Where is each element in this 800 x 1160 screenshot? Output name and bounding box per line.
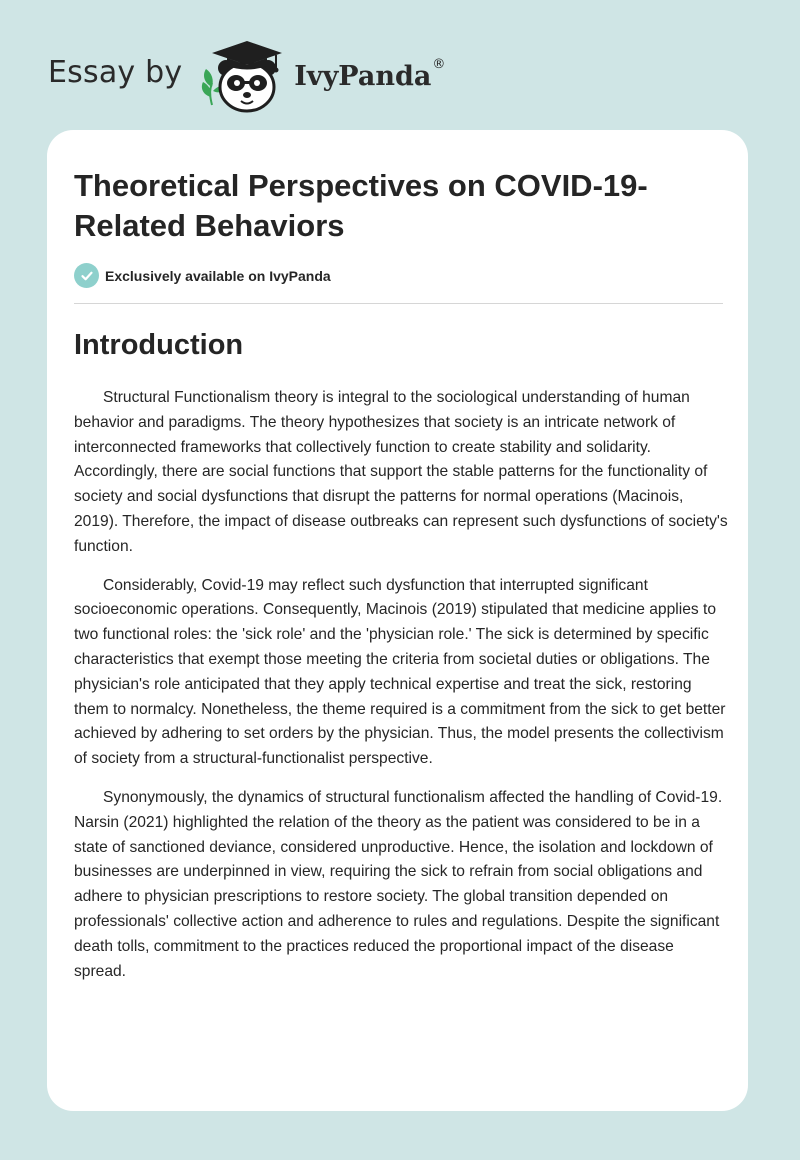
- registered-mark: ®: [432, 56, 446, 72]
- brand-header[interactable]: [48, 34, 445, 114]
- divider: [74, 303, 723, 304]
- panda-graduate-logo-icon: [196, 35, 288, 113]
- paragraph: Considerably, Covid-19 may reflect such dysfunction that interrupted significant socioeconomic operations. Consequently, Macinois (2019) stipulated that medicine applies to two functional roles: the 'sick role' and the 'physician role.' The sick is determined by specific characteristics that exempt those meeting the criteria from societal duties or obligations. The physician's role anticipated that they apply technical expertise and treat the sick, restoring them to normalcy. Nonetheless, the theme required is a commitment from the sick to get better achieved by adhering to set orders by the physician. Thus, the model presents the collectivism of society from a structural-functionalist perspective.: [74, 576, 726, 768]
- section-heading-introduction: Introduction: [74, 329, 244, 361]
- essay-card: [47, 130, 748, 1111]
- exclusive-badge: [74, 263, 331, 288]
- paragraph: Synonymously, the dynamics of structural functionalism affected the handling of Covid-19. Narsin (2021) highlighted the relation of the theory as the patient was considered to be in a state of sanctioned deviance, considered unproductive. Hence, the isolation and lockdown of businesses are underpinned in view, requiring the sick to refrain from social obligations and adhere to physician prescriptions to restore society. The global transition depended on professionals' collective action and adherence to rules and regulations. Despite the significant death tolls, commitment to the practices reduced the proportional impact of the disease spread.: [74, 788, 723, 980]
- essay-title: Theoretical Perspectives on COVID-19-Related Behaviors: [74, 168, 648, 243]
- brand-name: IvyPanda: [294, 60, 432, 92]
- essay-body: [74, 386, 729, 998]
- paragraph: Structural Functionalism theory is integral to the sociological understanding of human behavior and paradigms. The theory hypothesizes that society is an intricate network of interconnected frameworks that collectively function to create stability and solidarity. Accordingly, there are social functions that support the stable patterns for the functionality of society and social dysfunctions that disrupt the patterns for normal operations (Macinois, 2019). Therefore, the impact of disease outbreaks can represent such dysfunctions of society's function.: [74, 389, 728, 555]
- brand-prefix: Essay by: [48, 54, 183, 90]
- exclusive-badge-text: Exclusively available on IvyPanda: [105, 267, 331, 284]
- check-circle-icon: [74, 263, 99, 288]
